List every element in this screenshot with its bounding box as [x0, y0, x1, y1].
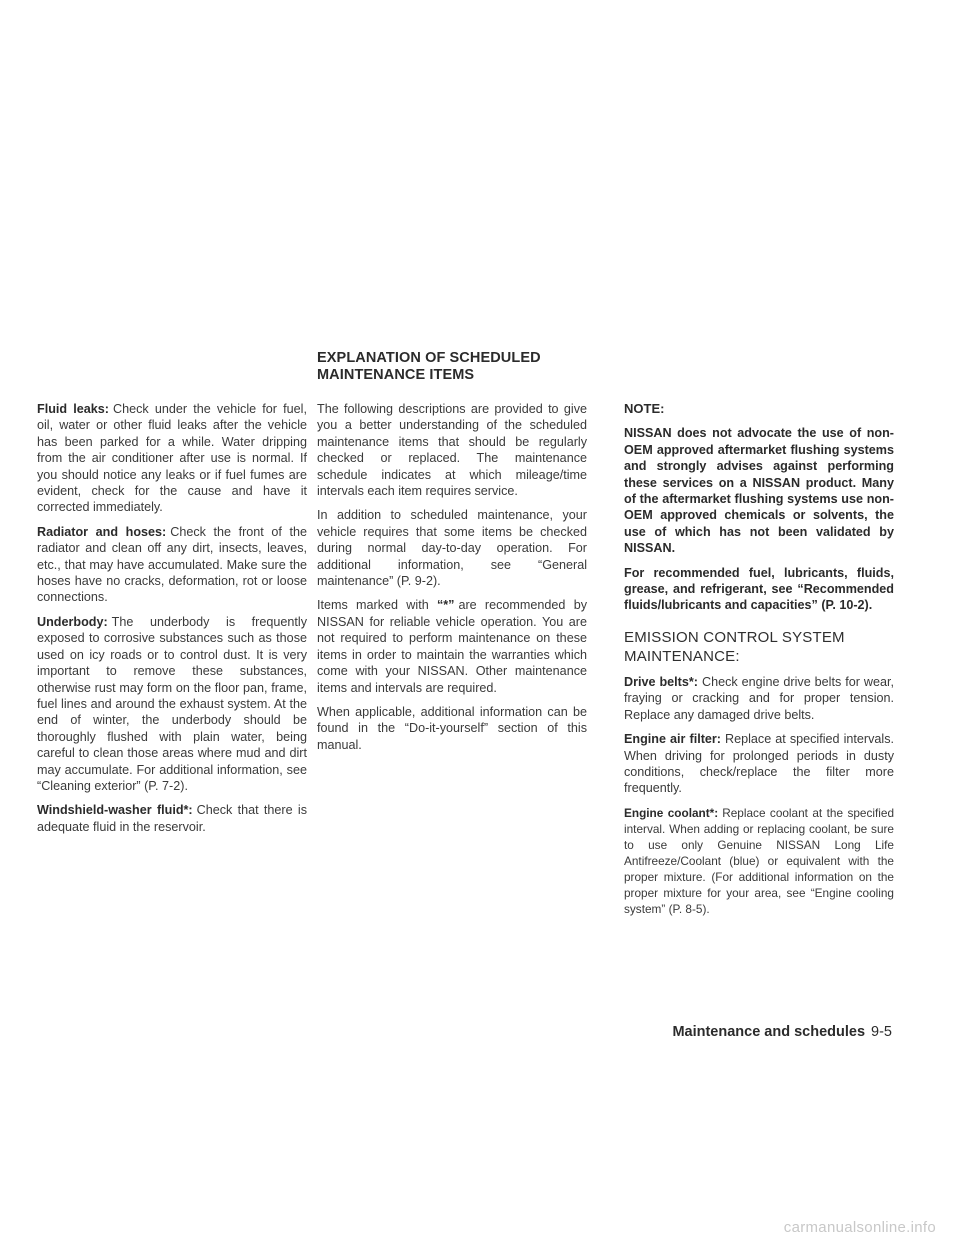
column-left [37, 401, 307, 843]
watermark: carmanualsonline.info [783, 1219, 936, 1236]
term-drive-belts: Drive belts*: [624, 674, 698, 689]
paragraph-marked-items [317, 597, 587, 695]
paragraph-radiator [37, 524, 307, 606]
note-title: NOTE: [624, 401, 665, 416]
column-right [624, 401, 894, 925]
section-heading [317, 350, 617, 384]
text-marked-before: Items marked with [317, 598, 429, 613]
text-drive-belts: Check engine drive belts for wear, fraying or cracking and for proper tension. Replace any damaged drive belts. [624, 674, 894, 722]
paragraph-air-filter [624, 731, 894, 797]
term-underbody: Underbody: [37, 614, 108, 629]
emission-heading [624, 628, 894, 666]
term-radiator: Radiator and hoses: [37, 524, 167, 539]
text-marked-after: are recommended by NISSAN for reliable vehicle operation. You are not required to perform maintenance on these items in order to maintain the warranties which come with your NISSAN. Other maintenance items and intervals are required. [317, 598, 587, 695]
text-radiator: Check the front of the radiator and clean off any dirt, insects, leaves, etc., that may have accumulated. Make sure the hoses have no cracks, deformation, rot or loose connections. [37, 524, 307, 605]
term-washer: Windshield-washer fluid*: [37, 803, 193, 818]
paragraph-drive-belts [624, 674, 894, 723]
footer-chapter: Maintenance and schedules [672, 1024, 866, 1040]
text-underbody: The underbody is frequently exposed to corrosive substances such as those used on icy roads or to control dust. It is very important to remove these substances, otherwise rust may form on the floor pan, frame, fuel lines and around the exhaust system. At the end of winter, the underbody should be thoroughly flushed with plain water, being careful to clean those areas where mud and dirt may accumulate. For additional information, see “Cleaning exterior” (P. 7-2). [37, 614, 307, 793]
emission-heading-line2: MAINTENANCE: [624, 647, 740, 665]
column-middle [317, 401, 587, 761]
text-coolant: Replace coolant at the specified interval. When adding or replacing coolant, be sure to use only Genuine NISSAN Long Life Antifreeze/Coolant (blue) or equivalent with the proper mixture. (For additional information on the proper mixture for your area, see “Engine cooling system” (P. 8-5). [624, 805, 894, 916]
term-fluid-leaks: Fluid leaks: [37, 402, 109, 416]
term-air-filter: Engine air filter: [624, 732, 721, 747]
paragraph-fluid-leaks [37, 401, 307, 516]
paragraph-intro: The following descriptions are provided to give you a better understanding of the scheduled maintenance items that should be regularly checked or replaced. The maintenance schedule indicates at which mileage/time intervals each item requires service. [317, 402, 587, 499]
section-heading-line1: EXPLANATION OF SCHEDULED [317, 350, 541, 366]
text-fluid-leaks: Check under the vehicle for fuel, oil, water or other fluid leaks after the vehicle has been parked for a while. Water dripping from the air conditioner after use is normal. If you should notice any leaks or if fuel fumes are evident, check for the cause and have it corrected immediately. [37, 402, 307, 515]
emission-heading-line1: EMISSION CONTROL SYSTEM [624, 628, 845, 646]
text-washer: Check that there is adequate fluid in the reservoir. [37, 803, 308, 834]
paragraph-coolant [624, 805, 894, 917]
term-coolant: Engine coolant*: [624, 805, 719, 820]
section-heading-line2: MAINTENANCE ITEMS [317, 367, 475, 383]
footer-page-number: 9-5 [871, 1024, 892, 1040]
note-text-flushing: NISSAN does not advocate the use of non-OEM approved aftermarket flushing systems and strongly advises against performing these services on a NISSAN product. Many of the aftermarket flushing systems use non-OEM approved chemicals or solvents, the use of which has not been validated by NISSAN. [624, 426, 894, 556]
text-air-filter: Replace at specified intervals. When driving for prolonged periods in dusty conditions, check/replace the filter more frequently. [624, 732, 894, 796]
paragraph-underbody [37, 614, 307, 794]
note-text-fluids: For recommended fuel, lubricants, fluids, grease, and refrigerant, see “Recommended fluids/lubricants and capacities” (P. 10-2). [624, 565, 894, 613]
paragraph-day-to-day: In addition to scheduled maintenance, your vehicle requires that some items be checked during normal day-to-day operation. For additional information, see “General maintenance” (P. 9-2). [317, 508, 587, 589]
paragraph-washer [37, 802, 307, 835]
asterisk-mark: “*” [436, 598, 455, 613]
page-footer [672, 1024, 892, 1040]
paragraph-do-it-yourself: When applicable, additional information can be found in the “Do-it-yourself” section of this manual. [317, 704, 587, 752]
